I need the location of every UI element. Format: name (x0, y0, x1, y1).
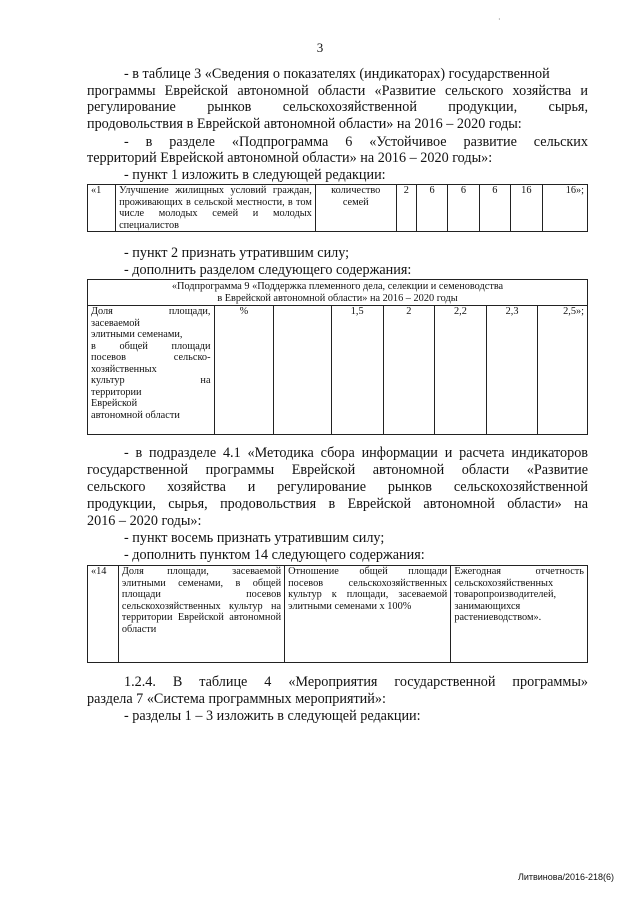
page-number: 3 (316, 40, 324, 55)
intro-line-1: - в таблице 3 «Сведения о показателях (индикаторах) государственной (124, 66, 550, 82)
indicator-name-line: территории (91, 386, 142, 398)
indicator-name-line: засеваемой (91, 317, 140, 329)
intro-line-6: территорий Еврейской автономной области» на 2016 – 2020 годы»: (87, 150, 493, 166)
intro-line-4: продовольствия в Еврейской автономной области» на 2016 – 2020 годы: (87, 116, 522, 132)
value-2019: 6 (479, 185, 510, 232)
closing-line-1: 1.2.4. В таблице 4 «Мероприятия государственной программы» (124, 674, 588, 690)
closing-line-3: - разделы 1 – 3 изложить в следующей редакции: (124, 708, 421, 724)
indicator-unit: количество семей (315, 185, 396, 232)
indicator-table-2 (87, 279, 588, 435)
table-header-row (88, 280, 588, 306)
value-2016: 1,5 (331, 306, 383, 435)
indicator-name-line: культур на (91, 375, 211, 386)
section41-line-6: - пункт восемь признать утратившим силу; (124, 530, 385, 546)
indicator-name-line: в общей площади (91, 340, 211, 352)
indicator-name-line: Еврейской (91, 398, 138, 409)
value-2019: 2,3 (486, 306, 538, 435)
indicator-name-line: автономной области (91, 409, 180, 421)
subprogram-header-line-2: в Еврейской автономной области» на 2016 – 2020 годы (217, 292, 458, 304)
scan-mark: · (498, 15, 501, 24)
indicator-name-line: элитными семенами, (91, 329, 183, 340)
value-2018: 2,2 (435, 306, 487, 435)
value-2015 (274, 306, 332, 435)
section41-line-2: государственной программы Еврейской автономной области «Развитие (87, 462, 588, 478)
mid-line-1: - пункт 2 признать утратившим силу; (124, 245, 350, 261)
section41-line-3: сельского хозяйства и регулирование рынков сельскохозяйственной (87, 479, 588, 495)
document-footer: Литвинова/2016-218(6) (517, 872, 614, 882)
section41-line-4: продукции, сырья, продовольствия в Еврейской автономной области» на (87, 496, 588, 512)
calculation-method: Отношение общей площади посевов сельскохозяйственных культур к площади, засеваемой элитными семенами х 100% (285, 566, 451, 663)
indicator-name: Улучшение жилищных условий граждан, проживающих в сельской местности, в том числе молодых семей и молодых специалистов (116, 185, 316, 232)
mid-line-2: - дополнить разделом следующего содержания: (124, 262, 412, 278)
value-2020: 2,5»; (538, 306, 588, 435)
section41-line-1: - в подразделе 4.1 «Методика сбора информации и расчета индикаторов (124, 445, 588, 461)
value-2020: 16 (510, 185, 542, 232)
intro-line-2: программы Еврейской автономной области «Развитие сельского хозяйства и (87, 83, 588, 99)
indicator-name-line: посевов сельско- (91, 352, 211, 363)
indicator-unit: % (214, 306, 274, 435)
table-row (88, 566, 588, 663)
indicator-name-line: хозяйственных (91, 363, 157, 375)
section41-line-5: 2016 – 2020 годы»: (87, 513, 202, 529)
intro-line-3: регулирование рынков сельскохозяйственной продукции, сырья, (87, 99, 588, 115)
indicator-name: Доля площади, засеваемой элитными семенами, в общей площади посевов сельскохозяйственных культур на территории Еврейской автономной области (118, 566, 284, 663)
row-number: «1 (88, 185, 116, 232)
indicator-name (88, 306, 215, 435)
table-row (88, 185, 588, 232)
methodology-table (87, 565, 588, 663)
value-total: 16»; (542, 185, 587, 232)
intro-line-7: - пункт 1 изложить в следующей редакции: (124, 167, 386, 183)
value-2017: 6 (416, 185, 447, 232)
value-2016: 2 (396, 185, 416, 232)
section41-line-7: - дополнить пунктом 14 следующего содержания: (124, 547, 425, 563)
value-2017: 2 (383, 306, 435, 435)
closing-line-2: раздела 7 «Система программных мероприятий»: (87, 691, 386, 707)
data-source: Ежегодная отчетность сельскохозяйственных товаропроизводителей, занимающихся растениеводством». (451, 566, 588, 663)
value-2018: 6 (448, 185, 479, 232)
indicator-table-1 (87, 184, 588, 232)
row-number: «14 (88, 566, 119, 663)
indicator-name-line: Доля площади, (91, 306, 211, 317)
subprogram-header-line-1: «Подпрограмма 9 «Поддержка племенного дела, селекции и семеноводства (171, 281, 504, 292)
table-row (88, 306, 588, 435)
intro-line-5: - в разделе «Подпрограмма 6 «Устойчивое развитие сельских (124, 134, 588, 150)
subprogram-header (88, 280, 588, 306)
